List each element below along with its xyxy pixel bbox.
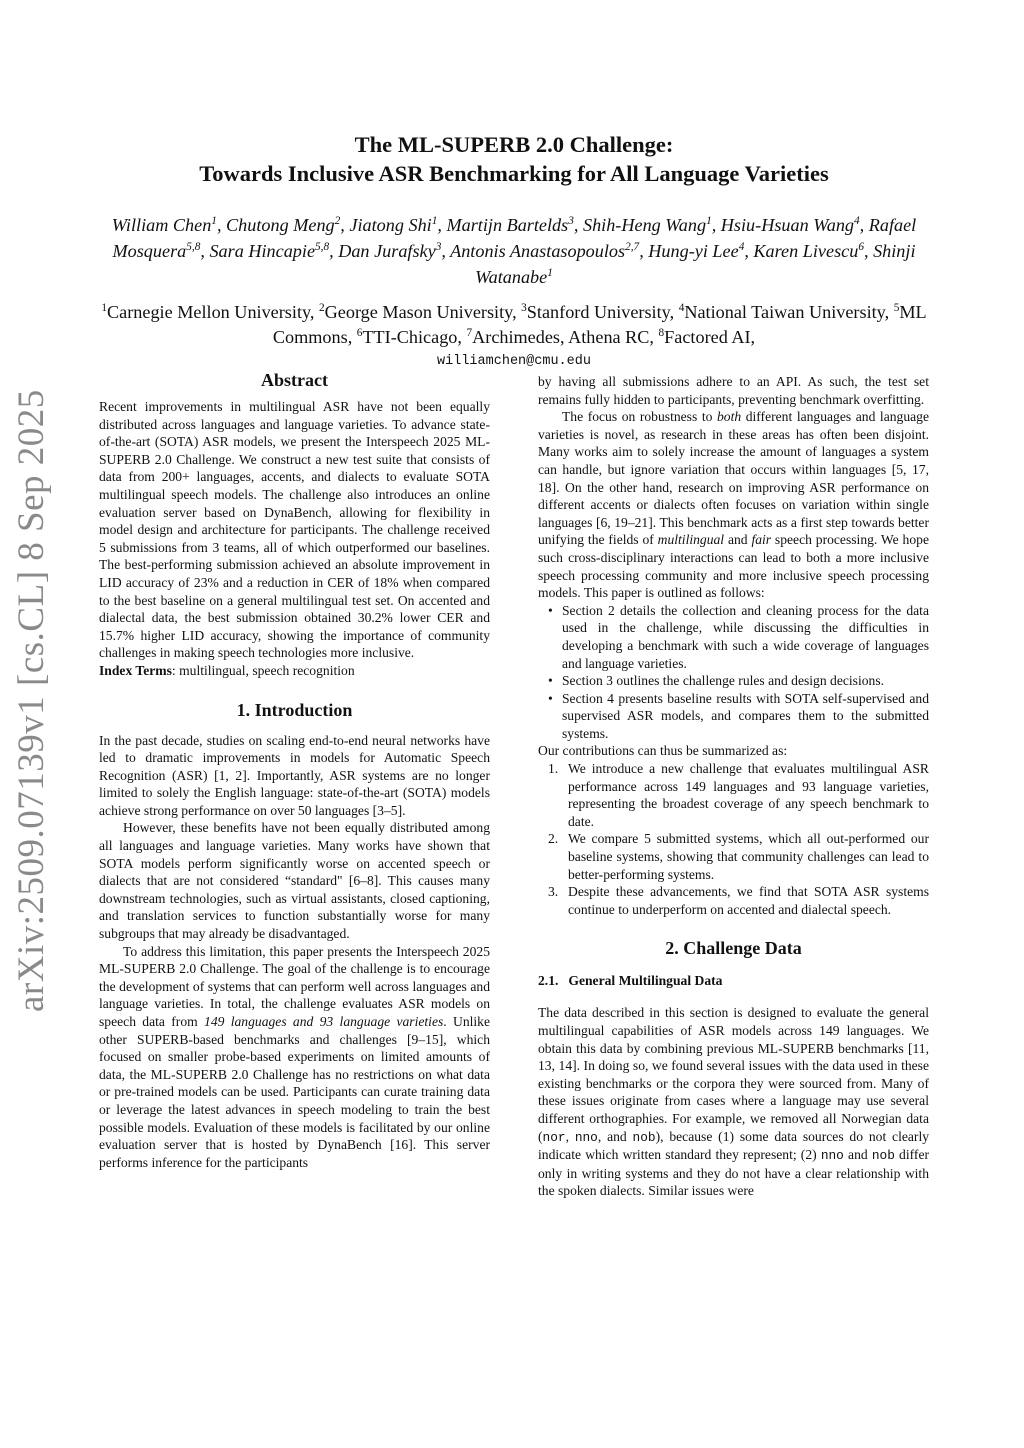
author: Karen Livescu [753, 241, 859, 261]
author-affil-sup: 3 [435, 240, 442, 253]
intro-p3-text: To address this limitation, this paper presents the Interspeech 2025 ML-SUPERB 2.0 Challenge. The goal of the challenge is to encourage the development of systems that can perform well across languages and language varieties. In total, the challenge evaluates ASR models on speech data from [99, 943, 490, 1029]
affil-sup: 4 [678, 301, 685, 314]
affil-sup: 2 [319, 301, 325, 314]
author: Hsiu-Hsuan Wang [720, 215, 855, 235]
affiliation: National Taiwan University [684, 302, 885, 322]
affil-sup: 7 [466, 326, 473, 339]
author: William Chen [111, 215, 212, 235]
outline-bullet: • Section 2 details the collection and cleaning process for the data used in the challenge, while discussing the difficulties in developing a benchmark with such a wide coverage of languages and language varieties. [562, 602, 929, 672]
author-affil-sup: 1 [211, 214, 217, 227]
outline-bullet: • Section 4 presents baseline results with SOTA self-supervised and supervised ASR models, and compares them to the submitted systems. [562, 690, 929, 743]
language-code: nob [632, 1129, 656, 1145]
data-text: The data described in this section is designed to evaluate the general multilingual capabilities of ASR models across 149 languages. We obtain this data by combining previous ML-SUPERB benchmarks [11, 13, 14]. In doing so, we found several issues with the data used in these existing benchmarks or the corpora they were sourced from. Many of these issues originate from cases where a language may use several different orthographies. For example, we removed all Norwegian data ( [538, 1005, 929, 1144]
affiliation: George Mason University [324, 302, 513, 322]
affiliation: Factored AI [664, 327, 751, 347]
contribution-text: We introduce a new challenge that evaluates multilingual ASR performance across 149 languages and 93 language varieties, representing the broadest coverage of any speech benchmark to date. [568, 761, 929, 829]
author-affil-sup: 5,8 [186, 240, 201, 253]
intro-continuation: by having all submissions adhere to an API. As such, the test set remains fully hidden to participants, preventing benchmark overfitting. [538, 374, 929, 407]
contributions-list [538, 760, 929, 918]
focus-emphasis-fair: fair [751, 532, 772, 548]
contact-email[interactable]: williamchen@cmu.edu [437, 354, 591, 369]
author: Chutong Meng [226, 215, 335, 235]
index-terms-label: Index Terms [99, 662, 172, 678]
arxiv-identifier-stamp: arXiv:2509.07139v1 [cs.CL] 8 Sep 2025 [11, 389, 52, 1012]
data-text: , [565, 1128, 575, 1144]
intro-p3-emphasis: 149 languages and 93 language varieties [204, 1014, 444, 1029]
introduction-heading: 1. Introduction [236, 699, 353, 720]
subsection-title: General Multilingual Data [568, 973, 723, 989]
affiliation: Carnegie Mellon University [107, 302, 310, 322]
focus-emphasis-both: both [716, 409, 742, 425]
contribution-number: 2. [548, 831, 559, 847]
paper-title-line-1: The ML-SUPERB 2.0 Challenge: [354, 132, 674, 157]
author: Martijn Bartelds [446, 215, 569, 235]
index-terms-value: : multilingual, speech recognition [171, 662, 355, 678]
focus-text: and [724, 532, 752, 548]
author-affil-sup: 4 [854, 214, 860, 227]
data-text: and [843, 1147, 872, 1163]
contribution-text: We compare 5 submitted systems, which all out-performed our baseline systems, showing that community challenges can lead to better-performing systems. [568, 831, 929, 882]
language-code: nob [871, 1148, 895, 1164]
author: Shih-Heng Wang [582, 215, 707, 235]
language-code: nno [574, 1129, 598, 1145]
author: Jiatong Shi [349, 215, 432, 235]
data-paragraph [538, 1004, 929, 1200]
affil-sup: 6 [356, 326, 363, 339]
author: Dan Jurafsky [338, 241, 436, 261]
affiliation-list: $^1$Carnegie Mellon University, $^2$George Mason University, $^3$Stanford University, $^4$National Taiwan University, $^5$ML Commons, $^6$TTI-Chicago, $^7$Archimedes, Athena RC, $^8$Factored AI, [101, 301, 927, 347]
affiliation: ML Commons [272, 302, 927, 347]
author-affil-sup: 2 [334, 214, 341, 227]
focus-text: speech processing. We hope such cross-disciplinary interactions can lead to both a more inclusive speech processing community and more inclusive speech processing models. This paper is outlined as follows: [538, 532, 929, 601]
index-terms [99, 662, 490, 680]
contribution-number: 3. [548, 884, 559, 900]
data-text: , and [597, 1128, 633, 1144]
author-affil-sup: 4 [738, 240, 745, 253]
author-affil-sup: 1 [431, 214, 438, 227]
intro-paragraph-1: In the past decade, studies on scaling end-to-end neural networks have led to dramatic improvements in models for Automatic Speech Recognition (ASR) [1, 2]. Importantly, ASR systems are no longer limited to solely the English language: state-of-the-art (SOTA) models achieve strong performance on over 50 languages [3–5]. [99, 732, 490, 818]
author-affil-sup: 6 [858, 240, 864, 253]
intro-p3-text-cont: . Unlike other SUPERB-based benchmarks and challenges [9–15], which focused on smaller probe-based experiments on limited amounts of data, the ML-SUPERB 2.0 Challenge has no restrictions on what data or pre-trained models can be used. Participants can curate training data or leverage the latest advances in speech modeling to train the best possible models. Evaluation of these models is facilitated by our online evaluation server that is hosted by DynaBench [16]. This server performs inference for the participants [99, 1014, 490, 1170]
affil-sup: 8 [658, 326, 665, 339]
author-affil-sup: 1 [547, 266, 553, 279]
intro-paragraph-3 [99, 943, 490, 1172]
outline-bullet-list [538, 602, 929, 743]
author-affil-sup: 3 [568, 214, 574, 227]
affiliation: Stanford University [526, 302, 670, 322]
focus-emphasis-multilingual: multilingual [657, 532, 725, 548]
author: Sara Hincapie [209, 241, 316, 261]
author: Hung-yi Lee [648, 241, 739, 261]
language-code: nno [820, 1148, 844, 1164]
outline-bullet: • Section 3 outlines the challenge rules and design decisions. [562, 672, 929, 690]
affiliation: Archimedes, Athena RC [472, 327, 650, 347]
contribution-number: 1. [548, 761, 559, 777]
author: Antonis Anastasopoulos [450, 241, 626, 261]
right-column [538, 373, 929, 1200]
abstract-text: Recent improvements in multilingual ASR have not been equally distributed across languages and language varieties. To advance state-of-the-art (SOTA) ASR models, we present the Interspeech 2025 ML-SUPERB 2.0 Challenge. We construct a new test suite that consists of data from 200+ languages, accents, and dialects to evaluate SOTA multilingual speech models. The challenge also introduces an online evaluation server based on DynaBench, allowing for flexibility in model design and architecture for participants. The challenge received 5 submissions from 3 teams, all of which outperformed our baselines. The best-performing submission achieved an absolute improvement in LID accuracy of 23% and a reduction in CER of 18% when compared to the best baseline on a general multilingual test set. On accented and dialectal data, the best submission obtained 30.2% lower CER and 15.7% higher LID accuracy, showing the importance of community challenges in making speech technologies more inclusive. [99, 399, 490, 661]
contribution-item [548, 760, 929, 830]
author-list: William Chen$^1$, Chutong Meng$^2$, Jiatong Shi$^1$, Martijn Bartelds$^3$, Shih-Heng Wang$^1$, Hsiu-Hsuan Wang$^4$, Rafael Mosquera$^{5,8}$, Sara Hincapie$^{5,8}$, Dan Jurafsky$^3$, Antonis Anastasopoulos$^{2,7}$, Hung-yi Lee$^4$, Karen Livescu$^6$, Shinji Watanabe$^1$ [111, 214, 917, 287]
author-affil-sup: 2,7 [625, 240, 640, 253]
abstract-heading: Abstract [261, 370, 328, 390]
author-affil-sup: 1 [706, 214, 712, 227]
contribution-text: Despite these advancements, we find that SOTA ASR systems continue to underperform on accented and dialectal speech. [568, 884, 929, 917]
paper-title-line-2: Towards Inclusive ASR Benchmarking for All Language Varieties [199, 161, 829, 186]
language-code: nor [542, 1129, 566, 1145]
subsection-number: 2.1. [538, 973, 559, 989]
focus-text: The focus on robustness to [562, 409, 717, 425]
left-column [99, 368, 490, 1171]
subsection-heading [538, 972, 929, 990]
intro-paragraph-2: However, these benefits have not been equally distributed among all languages and language varieties. Many works have shown that SOTA models perform significantly worse on accented speech or dialects that are not considered “standard" [6–8]. This causes many downstream technologies, such as virtual assistants, closed captioning, and translation services to function substantially worse for many subgroups that may already be disadvantaged. [99, 820, 490, 942]
paper-header [100, 130, 928, 373]
intro-focus-paragraph [538, 408, 929, 602]
contribution-item [548, 883, 929, 918]
affiliation: TTI-Chicago [362, 327, 458, 347]
affil-sup: 5 [893, 301, 900, 314]
author-affil-sup: 5,8 [315, 240, 330, 253]
challenge-data-heading: 2. Challenge Data [665, 938, 802, 959]
author: Shinji Watanabe [475, 241, 916, 287]
contribution-item [548, 830, 929, 883]
affil-sup: 1 [101, 301, 108, 314]
focus-text: different languages and language varieties is novel, as research in these areas has often been disjoint. Many works aim to solely increase the amount of languages a system can handle, but ignore variation that occurs within languages [5, 17, 18]. On the other hand, research on improving ASR performance on different accents or dialects often focuses on variation within single languages [6, 19–21]. This benchmark acts as a first step towards better unifying the fields of [538, 409, 929, 548]
affil-sup: 3 [521, 301, 527, 314]
author: Rafael Mosquera [112, 215, 917, 261]
data-text: ), because (1) some data sources do not clearly indicate which written standard they represent; (2) [538, 1128, 930, 1163]
contributions-intro: Our contributions can thus be summarized as: [538, 743, 788, 759]
data-text: differ only in writing systems and they do not have a clear relationship with the spoken dialects. Similar issues were [538, 1147, 929, 1199]
